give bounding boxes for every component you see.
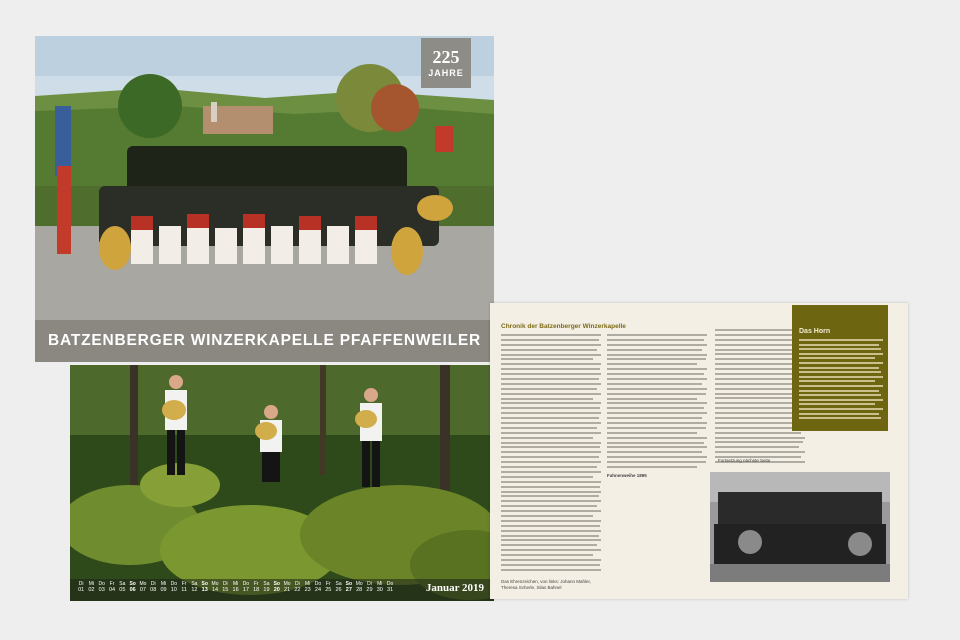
text-line: [501, 539, 601, 541]
text-line: [799, 394, 881, 396]
text-line: [715, 368, 803, 370]
text-line: [607, 412, 707, 414]
day-number: 16: [232, 587, 239, 593]
weekday-label: Fr: [109, 581, 115, 587]
text-line: [607, 339, 704, 341]
text-line: [799, 413, 879, 415]
day-number: 08: [150, 587, 157, 593]
text-line: [607, 456, 707, 458]
calendar-day: [303, 581, 313, 593]
text-line: [501, 564, 600, 566]
day-number: 22: [294, 587, 301, 593]
weekday-label: Sa: [263, 581, 270, 587]
text-line: [501, 466, 597, 468]
weekday-label: Di: [295, 581, 300, 587]
calendar-day: [313, 581, 323, 593]
text-line: [501, 520, 601, 522]
text-line: [607, 446, 707, 448]
calendar-day: [251, 581, 261, 593]
calendar-day: [323, 581, 333, 593]
weekday-label: Do: [386, 581, 394, 587]
calendar-day: [220, 581, 230, 593]
text-line: [799, 357, 875, 359]
weekday-label: Mi: [377, 581, 383, 587]
text-line: [501, 451, 601, 453]
calendar-day: [127, 581, 137, 593]
text-line: [715, 383, 801, 385]
text-line: [799, 371, 881, 373]
weekday-label: Di: [150, 581, 156, 587]
text-line: [501, 412, 601, 414]
text-line: [501, 559, 601, 561]
text-line: [501, 349, 597, 351]
text-line: [715, 397, 799, 399]
text-line: [799, 399, 883, 401]
text-line: [715, 422, 799, 424]
day-number: 12: [191, 587, 198, 593]
text-line: [501, 476, 593, 478]
weekday-label: Mo: [283, 581, 291, 587]
weekday-label: So: [273, 581, 280, 587]
calendar-day: [86, 581, 96, 593]
text-line: [715, 373, 799, 375]
text-line: [715, 349, 799, 351]
text-line: [799, 348, 881, 350]
text-line: [607, 368, 707, 370]
historic-photo: [710, 472, 890, 582]
text-line: [607, 354, 707, 356]
day-number: 25: [325, 587, 332, 593]
day-number: 02: [88, 587, 95, 593]
weekday-label: Mo: [139, 581, 147, 587]
calendar-day: [354, 581, 364, 593]
badge-number: 225: [432, 47, 460, 67]
text-line: [501, 398, 593, 400]
text-line: [501, 388, 597, 390]
calendar-day: [364, 581, 374, 593]
weekday-label: Fr: [253, 581, 259, 587]
day-number: 27: [345, 587, 352, 593]
weekday-label: Fr: [181, 581, 187, 587]
day-number: 03: [98, 587, 105, 593]
text-line: [501, 432, 601, 434]
text-line: [501, 505, 597, 507]
text-line: [799, 385, 883, 387]
caption-left: Das Ehrenzeichen, von links: Johann Mahler, Theresa Scherle, Silas Bahnel: [501, 579, 592, 590]
text-line: [501, 427, 597, 429]
weekday-label: Fr: [325, 581, 331, 587]
month-label: Januar 2019: [425, 582, 484, 594]
text-line: [799, 408, 883, 410]
text-line: [501, 422, 601, 424]
calendar-day: [138, 581, 148, 593]
day-number: 24: [314, 587, 322, 593]
text-line: [501, 368, 600, 370]
calendar-day: [158, 581, 168, 593]
weekday-label: Mi: [160, 581, 167, 587]
weekday-label: Di: [367, 581, 372, 587]
calendar-day: [385, 581, 395, 593]
caption-right: Fortsetzung nächste Seite: [718, 458, 771, 463]
text-line: [501, 442, 601, 444]
forest-photo: [70, 365, 494, 601]
weekday-label: Di: [222, 581, 228, 587]
chronik-title: Chronik der Batzenberger Winzerkapelle: [501, 323, 626, 330]
horn-text: [799, 339, 883, 422]
text-line: [607, 466, 697, 468]
text-line: [799, 380, 875, 382]
text-line: [799, 390, 879, 392]
text-line: [607, 373, 704, 375]
text-line: [715, 437, 805, 439]
weekday-label: So: [201, 581, 208, 587]
text-line: [501, 515, 593, 517]
text-line: [607, 432, 697, 434]
text-line: [501, 544, 597, 546]
text-line: [715, 441, 803, 443]
calendar-day: [97, 581, 107, 593]
weekday-label: Do: [242, 581, 250, 587]
text-line: [501, 373, 601, 375]
calendar-month-page: [70, 365, 494, 601]
text-line: [799, 367, 879, 369]
text-line: [607, 383, 702, 385]
day-number: 09: [160, 587, 167, 593]
text-line: [715, 393, 803, 395]
weekday-label: Sa: [191, 581, 198, 587]
text-line: [607, 378, 707, 380]
text-line: [607, 437, 707, 439]
text-line: [501, 530, 601, 532]
text-line: [501, 407, 600, 409]
text-line: [501, 525, 600, 527]
text-column-1: [501, 334, 601, 574]
day-number: 13: [201, 587, 208, 593]
calendar-day: [261, 581, 271, 593]
text-line: [607, 388, 707, 390]
text-line: [607, 417, 702, 419]
calendar-day: [230, 581, 240, 593]
text-line: [501, 358, 593, 360]
day-number: 07: [139, 587, 146, 593]
text-line: [799, 417, 881, 419]
weekday-label: Do: [170, 581, 178, 587]
text-line: [501, 417, 599, 419]
calendar-day: [375, 581, 385, 593]
text-line: [715, 344, 803, 346]
calendar-days: [76, 581, 395, 593]
cover-page: [35, 36, 494, 362]
calendar-strip: [70, 579, 494, 601]
day-number: 30: [376, 587, 383, 593]
text-line: [715, 451, 805, 453]
text-line: [501, 378, 599, 380]
calendar-day: [333, 581, 343, 593]
calendar-day: [272, 581, 282, 593]
text-line: [799, 339, 883, 341]
text-line: [501, 554, 593, 556]
weekday-label: Do: [314, 581, 322, 587]
weekday-label: Sa: [335, 581, 342, 587]
day-number: 21: [284, 587, 291, 593]
text-line: [607, 402, 707, 404]
text-line: [715, 334, 801, 336]
text-line: [501, 393, 601, 395]
text-line: [501, 456, 599, 458]
caption-mid: Fahnenweihe 1895: [607, 473, 647, 478]
text-line: [501, 437, 593, 439]
weekday-label: Do: [98, 581, 105, 587]
text-line: [607, 363, 697, 365]
calendar-day: [107, 581, 117, 593]
text-column-2: [607, 334, 707, 471]
calendar-day: [76, 581, 86, 593]
text-line: [501, 500, 601, 502]
text-line: [607, 398, 697, 400]
weekday-label: Sa: [119, 581, 126, 587]
day-number: 17: [242, 587, 249, 593]
text-line: [607, 442, 704, 444]
text-line: [715, 446, 799, 448]
day-number: 06: [129, 587, 136, 593]
text-line: [607, 422, 707, 424]
horn-title: Das Horn: [799, 328, 831, 335]
calendar-day: [148, 581, 158, 593]
text-line: [501, 569, 601, 571]
calendar-day: [241, 581, 251, 593]
text-line: [501, 383, 601, 385]
text-line: [607, 344, 707, 346]
calendar-day: [117, 581, 127, 593]
text-line: [607, 349, 702, 351]
text-line: [501, 339, 599, 341]
day-number: 20: [273, 587, 280, 593]
day-number: 10: [170, 587, 177, 593]
text-line: [501, 471, 601, 473]
text-line: [799, 376, 883, 378]
weekday-label: Mi: [305, 581, 311, 587]
text-line: [715, 417, 803, 419]
text-line: [501, 495, 599, 497]
day-number: 01: [78, 587, 85, 593]
day-number: 31: [386, 587, 394, 593]
day-number: 15: [222, 587, 229, 593]
calendar-day: [200, 581, 210, 593]
horn-info-box: [792, 305, 888, 431]
day-number: 29: [366, 587, 373, 593]
weekday-label: Di: [78, 581, 84, 587]
text-line: [607, 461, 706, 463]
cover-title: BATZENBERGER WINZERKAPELLE PFAFFENWEILER: [35, 320, 494, 362]
text-line: [501, 486, 600, 488]
calendar-day: [179, 581, 189, 593]
calendar-day: [292, 581, 302, 593]
text-line: [501, 402, 601, 404]
calendar-day: [282, 581, 292, 593]
text-line: [607, 334, 707, 336]
text-line: [715, 407, 801, 409]
day-number: 05: [119, 587, 126, 593]
text-line: [607, 393, 706, 395]
calendar-day: [344, 581, 354, 593]
weekday-label: So: [129, 581, 136, 587]
text-line: [607, 427, 706, 429]
text-line: [501, 535, 599, 537]
weekday-label: Mi: [88, 581, 95, 587]
text-line: [501, 354, 601, 356]
day-number: 18: [253, 587, 260, 593]
text-line: [501, 461, 601, 463]
weekday-label: So: [345, 581, 353, 587]
chronicle-spread: [490, 303, 908, 599]
text-line: [607, 407, 704, 409]
text-line: [501, 363, 601, 365]
weekday-label: Mo: [211, 581, 219, 587]
badge-label: JAHRE: [428, 68, 464, 78]
text-line: [501, 481, 601, 483]
text-line: [501, 549, 601, 551]
weekday-label: Mi: [232, 581, 239, 587]
anniversary-badge: [421, 38, 471, 88]
text-line: [501, 491, 601, 493]
text-line: [799, 344, 879, 346]
text-line: [501, 344, 601, 346]
day-number: 14: [211, 587, 219, 593]
text-line: [501, 510, 601, 512]
text-line: [607, 358, 706, 360]
weekday-label: Mo: [355, 581, 363, 587]
text-line: [799, 353, 883, 355]
day-number: 26: [335, 587, 342, 593]
calendar-day: [169, 581, 179, 593]
text-line: [799, 403, 875, 405]
day-number: 28: [356, 587, 363, 593]
text-line: [501, 446, 600, 448]
text-line: [715, 358, 801, 360]
text-line: [799, 362, 883, 364]
day-number: 19: [263, 587, 270, 593]
text-line: [715, 432, 801, 434]
calendar-day: [189, 581, 199, 593]
day-number: 23: [304, 587, 311, 593]
day-number: 11: [181, 587, 187, 593]
text-line: [501, 334, 601, 336]
day-number: 04: [108, 587, 116, 593]
text-line: [607, 451, 702, 453]
calendar-day: [210, 581, 220, 593]
